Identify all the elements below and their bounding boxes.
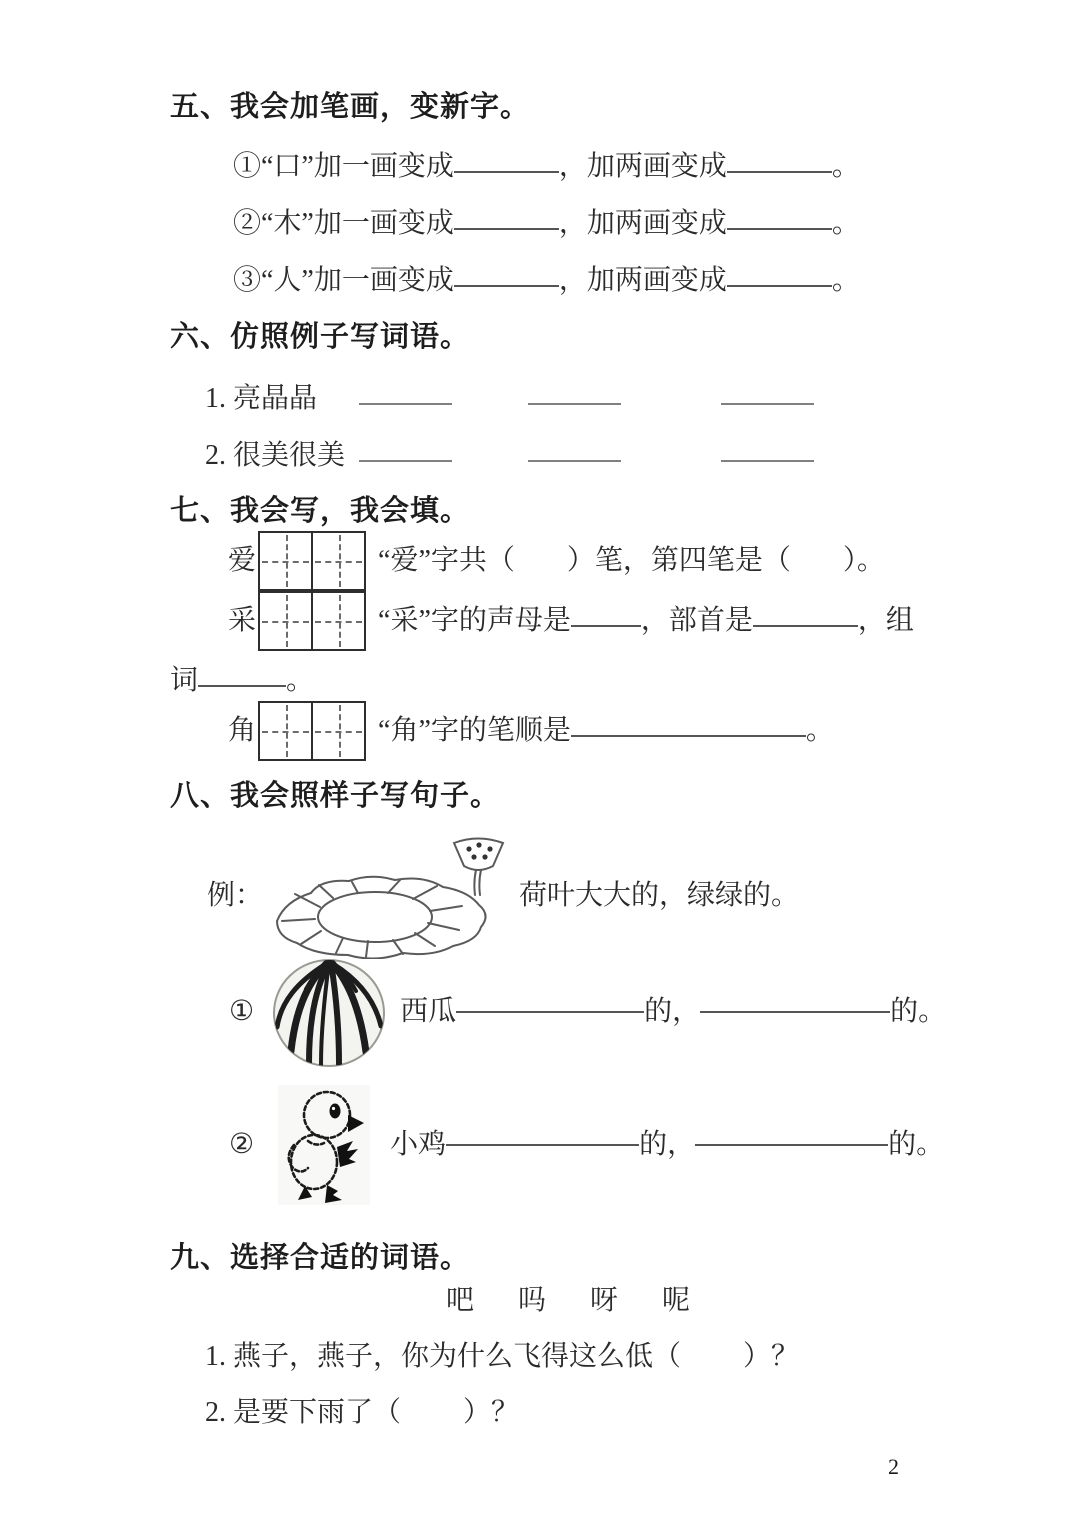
question-text: “角”字的笔顺是 。 bbox=[378, 715, 834, 746]
answer-blank bbox=[753, 621, 858, 627]
item-noun: 西瓜 bbox=[400, 996, 457, 1027]
section-nine-title: 九、选择合适的词语。 bbox=[170, 1242, 471, 1274]
section-seven-row-cai bbox=[228, 591, 914, 651]
item-text: 。 bbox=[831, 151, 860, 182]
item-text: ①“口”加一画变成 bbox=[233, 151, 454, 182]
particle-option: 吧 bbox=[445, 1285, 474, 1316]
item-noun: 小鸡 bbox=[390, 1129, 447, 1160]
answer-blank bbox=[446, 1140, 639, 1146]
item-text: 的。 bbox=[890, 996, 947, 1027]
item-text: 1. 亮晶晶 bbox=[205, 383, 318, 414]
item-text: 的， bbox=[639, 1129, 696, 1160]
tianzige-grid bbox=[258, 531, 366, 591]
answer-blank bbox=[695, 1140, 888, 1146]
lotus-leaf-illustration bbox=[263, 833, 515, 959]
section-five-item-1 bbox=[233, 150, 860, 184]
answer-blank bbox=[359, 456, 452, 462]
item-text: 。 bbox=[831, 208, 860, 239]
practice-character: 角 bbox=[228, 715, 257, 746]
practice-character: 爱 bbox=[228, 545, 257, 576]
item-number: ② bbox=[229, 1129, 255, 1160]
item-text: 2. 很美很美 bbox=[205, 440, 346, 471]
answer-blank bbox=[571, 731, 806, 737]
answer-blank bbox=[727, 281, 832, 287]
section-seven-title: 七、我会写，我会填。 bbox=[170, 495, 471, 527]
section-six-item-2 bbox=[205, 439, 814, 473]
section-five-title: 五、我会加笔画，变新字。 bbox=[170, 91, 531, 123]
tianzige-grid bbox=[258, 701, 366, 761]
example-label: 例： bbox=[207, 880, 264, 911]
grid-cell bbox=[260, 593, 311, 649]
question-text: 2. 是要下雨了（ bbox=[205, 1397, 402, 1428]
item-text: 的。 bbox=[888, 1129, 945, 1160]
question-text: 。 bbox=[286, 665, 315, 696]
question-text: 词 bbox=[170, 665, 199, 696]
question-text: 1. 燕子，燕子，你为什么飞得这么低（ bbox=[205, 1341, 682, 1372]
answer-blank bbox=[571, 621, 641, 627]
particle-option: 呢 bbox=[662, 1285, 691, 1316]
section-seven-row-ai bbox=[228, 531, 885, 591]
watermelon-illustration bbox=[268, 955, 390, 1069]
answer-blank bbox=[454, 167, 559, 173]
answer-blank bbox=[198, 681, 286, 687]
question-text: ）？ bbox=[743, 1341, 800, 1372]
section-eight-example bbox=[207, 833, 799, 959]
particle-word-bank bbox=[0, 1284, 1080, 1318]
section-eight-item-1 bbox=[229, 955, 946, 1069]
answer-blank bbox=[454, 224, 559, 230]
answer-blank bbox=[700, 1007, 890, 1013]
example-caption: 荷叶大大的，绿绿的。 bbox=[519, 880, 800, 911]
question-text: ）？ bbox=[463, 1397, 520, 1428]
answer-blank bbox=[359, 399, 452, 405]
particle-option: 呀 bbox=[590, 1285, 619, 1316]
grid-cell bbox=[311, 593, 364, 649]
particle-option: 吗 bbox=[517, 1285, 546, 1316]
item-text: ③“人”加一画变成 bbox=[233, 265, 454, 296]
section-five-item-2 bbox=[233, 207, 860, 241]
answer-blank bbox=[727, 167, 832, 173]
item-number: ① bbox=[229, 996, 255, 1027]
answer-blank bbox=[528, 399, 621, 405]
item-text: ，加两画变成 bbox=[558, 151, 727, 182]
item-text: 。 bbox=[831, 265, 860, 296]
item-text: ，加两画变成 bbox=[558, 208, 727, 239]
item-text: ②“木”加一画变成 bbox=[233, 208, 454, 239]
section-six-item-1 bbox=[205, 382, 814, 416]
question-text: “爱”字共（ ）笔，第四笔是（ ）。 bbox=[378, 545, 885, 576]
section-five-item-3 bbox=[233, 264, 860, 298]
answer-blank bbox=[456, 1007, 644, 1013]
item-text: 的， bbox=[644, 996, 701, 1027]
section-nine-question-2 bbox=[205, 1396, 519, 1430]
section-six-title: 六、仿照例子写词语。 bbox=[170, 321, 471, 353]
page-number: 2 bbox=[888, 1454, 899, 1479]
section-seven-wrap-line bbox=[170, 664, 314, 698]
practice-character: 采 bbox=[228, 605, 257, 636]
section-nine-question-1 bbox=[205, 1340, 799, 1374]
answer-blank bbox=[721, 399, 814, 405]
item-text: ，加两画变成 bbox=[558, 265, 727, 296]
grid-cell bbox=[311, 533, 364, 589]
chick-illustration bbox=[278, 1085, 370, 1205]
tianzige-grid bbox=[258, 591, 366, 651]
grid-cell bbox=[260, 703, 311, 759]
section-eight-item-2 bbox=[229, 1085, 944, 1205]
answer-blank bbox=[454, 281, 559, 287]
grid-cell bbox=[311, 703, 364, 759]
grid-cell bbox=[260, 533, 311, 589]
section-seven-row-jiao bbox=[228, 701, 834, 761]
answer-blank bbox=[727, 224, 832, 230]
question-text: “采”字的声母是 ，部首是 ，组 bbox=[378, 605, 914, 636]
answer-blank bbox=[528, 456, 621, 462]
answer-blank bbox=[721, 456, 814, 462]
section-eight-title: 八、我会照样子写句子。 bbox=[170, 780, 501, 812]
